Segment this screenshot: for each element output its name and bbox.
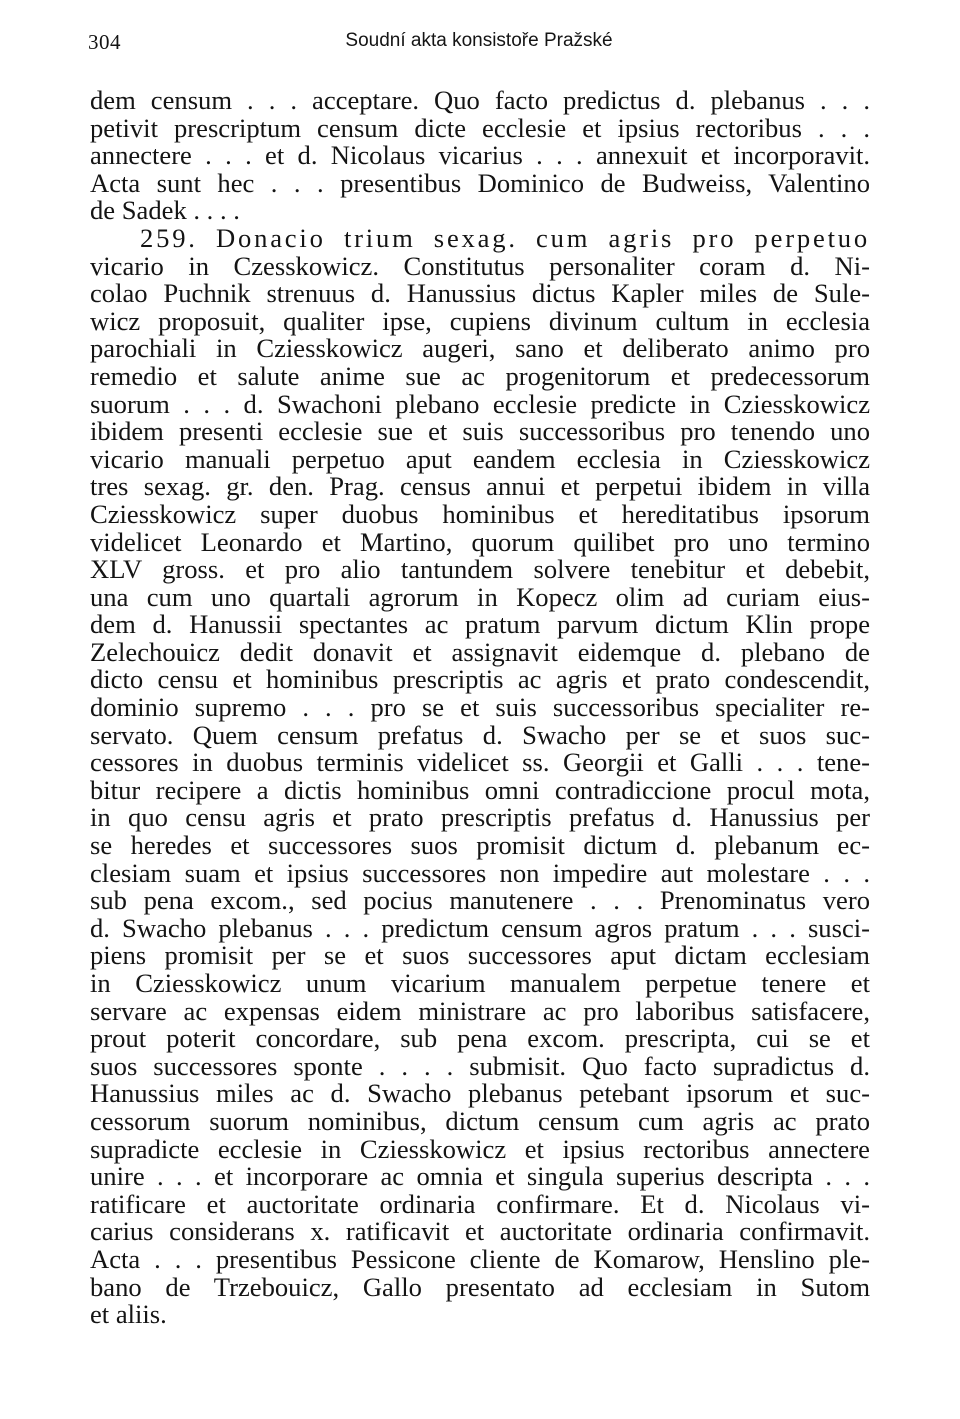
text-line: colao Puchnik strenuus d. Hanussius dictus Kapler miles de Sule- bbox=[90, 278, 870, 309]
text-line: dicto censu et hominibus prescriptis ac agris et prato condescendit, bbox=[90, 664, 870, 695]
text-line: unire . . . et incorporare ac omnia et singula superius descripta . . . bbox=[90, 1161, 870, 1192]
running-title: Soudní akta konsistoře Pražské bbox=[345, 30, 613, 51]
text-line: vicario manuali perpetuo aput eandem ecclesia in Cziesskowicz bbox=[90, 443, 870, 474]
text-line: bano de Trzebouicz, Gallo presentato ad ecclesiam in Sutom bbox=[90, 1271, 870, 1302]
text-line: suorum . . . d. Swachoni plebano ecclesie predicte in Cziesskowicz bbox=[90, 388, 870, 419]
text-line: bitur recipere a dictis hominibus omni contradiccione procul mota, bbox=[90, 774, 870, 805]
text-line: in Cziesskowicz unum vicarium manualem perpetue tenere et bbox=[90, 968, 870, 998]
text-line: supradicte ecclesie in Cziesskowicz et ipsius rectoribus annectere bbox=[90, 1133, 870, 1164]
text-line: carius considerans x. ratificavit et auctoritate ordinaria confirmavit. bbox=[90, 1216, 870, 1247]
text-line: suos successores sponte . . . . submisit. Quo facto supradictus d. bbox=[90, 1050, 870, 1081]
text-line: dominio supremo . . . pro se et suis successoribus specialiter re- bbox=[90, 692, 870, 723]
page-number: 304 bbox=[88, 30, 121, 54]
text-line: parochiali in Cziesskowicz augeri, sano et deliberato animo pro bbox=[90, 333, 870, 364]
text-line: dem censum . . . acceptare. Quo facto predictus d. plebanus . . . bbox=[90, 85, 870, 115]
text-line: Cziesskowicz super duobus hominibus et hereditatibus ipsorum bbox=[90, 498, 870, 529]
text-line: XLV gross. et pro alio tantundem solvere tenebitur et debebit, bbox=[90, 554, 870, 585]
text-line: remedio et salute anime sue ac progenitorum et predecessorum bbox=[90, 360, 870, 391]
text-line: prout poterit concordare, sub pena excom. prescripta, cui se et bbox=[90, 1023, 870, 1054]
text-line: sub pena excom., sed pocius manutenere . . . Prenominatus vero bbox=[90, 885, 870, 916]
text-line: videlicet Leonardo et Martino, quorum quilibet pro uno termino bbox=[90, 526, 870, 557]
text-line: cessorum suorum nominibus, dictum censum cum agris ac prato bbox=[90, 1105, 870, 1136]
text-line: vicario in Czesskowicz. Constitutus personaliter coram d. Ni- bbox=[90, 250, 870, 281]
text-line: ratificare et auctoritate ordinaria confirmare. Et d. Nicolaus vi- bbox=[90, 1188, 870, 1219]
text-line: de Sadek . . . . bbox=[90, 195, 240, 226]
text-line: servato. Quem censum prefatus d. Swacho per se et suos suc- bbox=[90, 719, 870, 750]
text-line: et aliis. bbox=[90, 1299, 167, 1330]
text-line: in quo censu agris et prato prescriptis prefatus d. Hanussius per bbox=[90, 802, 870, 833]
text-line: wicz proposuit, qualiter ipse, cupiens divinum cultum in ecclesia bbox=[90, 305, 870, 336]
text-line: servare ac expensas eidem ministrare ac pro laboribus satisfacere, bbox=[90, 995, 870, 1026]
text-line: ibidem presenti ecclesie sue et suis successoribus pro tenendo uno bbox=[90, 416, 870, 447]
text-line: una cum uno quartali agrorum in Kopecz olim ad curiam eius- bbox=[90, 581, 870, 612]
text-line: se heredes et successores suos promisit dictum d. plebanum ec- bbox=[90, 830, 870, 861]
body-text bbox=[90, 87, 870, 1329]
text-line: Acta . . . presentibus Pessicone cliente de Komarow, Henslino ple- bbox=[90, 1243, 870, 1274]
text-line: d. Swacho plebanus . . . predictum censum agros pratum . . . susci- bbox=[90, 912, 870, 943]
text-line: Zelechouicz dedit donavit et assignavit eidemque d. plebano de bbox=[90, 636, 870, 667]
text-line: piens promisit per se et suos successores aput dictam ecclesiam bbox=[90, 940, 870, 971]
text-line: petivit prescriptum censum dicte ecclesie et ipsius rectoribus . . . bbox=[90, 112, 870, 143]
text-line: clesiam suam et ipsius successores non impedire aut molestare . . . bbox=[90, 857, 870, 888]
text-line: Acta sunt hec . . . presentibus Dominico de Budweiss, Valentino bbox=[90, 167, 870, 198]
text-line: tres sexag. gr. den. Prag. census annui et perpetui ibidem in villa bbox=[90, 471, 870, 502]
text-line: cessores in duobus terminis videlicet ss. Georgii et Galli . . . tene- bbox=[90, 747, 870, 778]
text-line: annectere . . . et d. Nicolaus vicarius . . . annexuit et incorporavit. bbox=[90, 140, 870, 171]
text-line: Hanussius miles ac d. Swacho plebanus petebant ipsorum et suc- bbox=[90, 1078, 870, 1109]
entry-heading-line: 259. Donacio trium sexag. cum agris pro perpetuo bbox=[140, 222, 870, 253]
text-line: dem d. Hanussii spectantes ac pratum parvum dictum Klin prope bbox=[90, 609, 870, 640]
page-header bbox=[88, 30, 870, 56]
